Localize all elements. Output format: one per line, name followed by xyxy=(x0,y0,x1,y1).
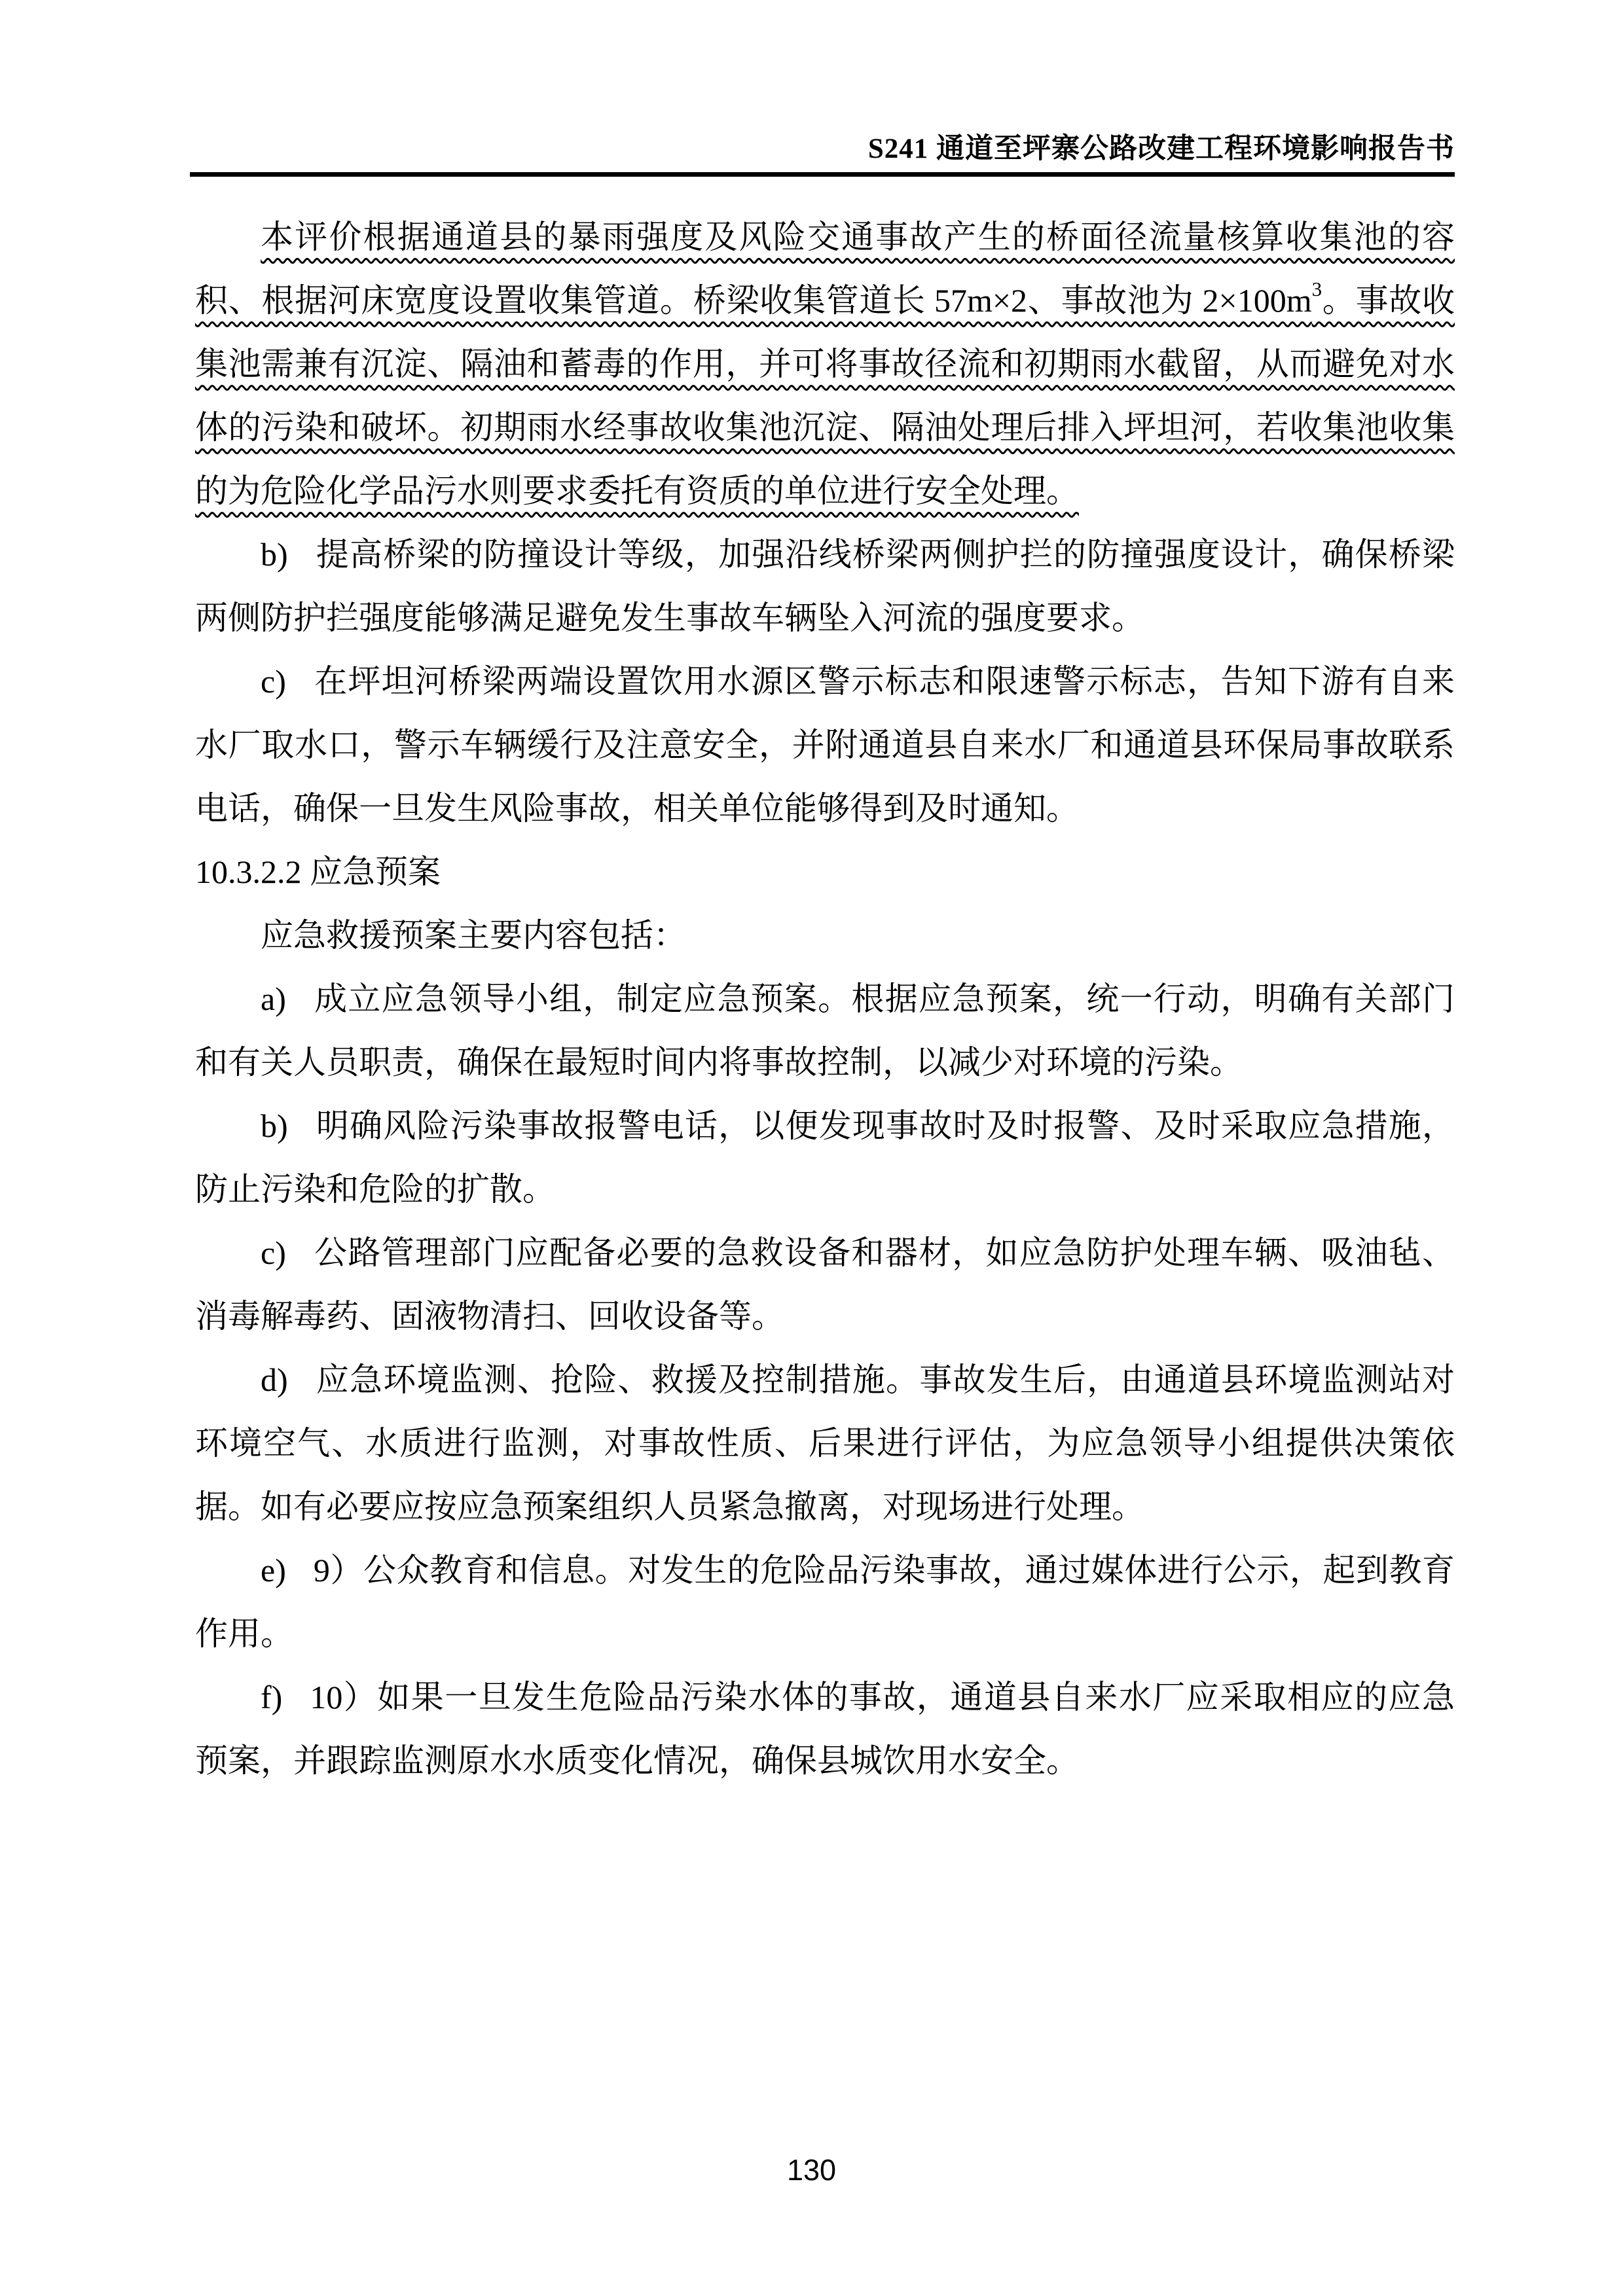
list-marker: f) xyxy=(261,1679,283,1715)
paragraph-text: 公路管理部门应配备必要的急救设备和器材，如应急防护处理车辆、吸油毡、消毒解毒药、固液物清扫、回收设备等。 xyxy=(195,1234,1455,1335)
header-title: S241 通道至坪寨公路改建工程环境影响报告书 xyxy=(867,134,1455,164)
list-marker: a) xyxy=(261,980,286,1017)
paragraph-bridge-runoff-collection xyxy=(195,206,1455,523)
paragraph-text: 成立应急领导小组，制定应急预案。根据应急预案，统一行动，明确有关部门和有关人员职责，确保在最短时间内将事故控制，以减少对环境的污染。 xyxy=(195,980,1455,1081)
list-marker: c) xyxy=(261,1234,286,1271)
list-item-c-warning-signs xyxy=(195,650,1455,840)
paragraph-text: 10）如果一旦发生危险品污染水体的事故，通道县自来水厂应采取相应的应急预案，并跟踪监测原水水质变化情况，确保县城饮用水安全。 xyxy=(195,1679,1455,1779)
list-item-f-waterworks-response xyxy=(195,1666,1455,1793)
paragraph-text: 本评价根据通道县的暴雨强度及风险交通事故产生的桥面径流量核算收集池的容积、根据河床宽度设置收集管道。桥梁收集管道长 57m×2、事故池为 2×100m xyxy=(195,219,1455,319)
paragraph-text: 提高桥梁的防撞设计等级，加强沿线桥梁两侧护拦的防撞强度设计，确保桥梁两侧防护拦强度能够满足避免发生事故车辆坠入河流的强度要求。 xyxy=(195,536,1455,636)
section-heading-emergency-plan: 10.3.2.2 应急预案 xyxy=(195,853,441,890)
list-item-e-public-education xyxy=(195,1539,1455,1666)
list-marker: e) xyxy=(261,1552,286,1588)
superscript-cubic-meter: 3 xyxy=(1311,278,1322,300)
page-number: 130 xyxy=(786,2153,837,2187)
header-rule xyxy=(190,172,1455,177)
list-item-c-rescue-equipment xyxy=(195,1221,1455,1348)
list-marker: b) xyxy=(261,1107,288,1144)
document-body xyxy=(195,206,1455,1793)
list-marker: d) xyxy=(261,1361,288,1398)
paragraph-plan-intro: 应急救援预案主要内容包括： xyxy=(261,917,686,954)
list-item-b-bridge-guardrail xyxy=(195,523,1455,650)
list-item-b-alarm-phone xyxy=(195,1094,1455,1221)
list-marker: b) xyxy=(261,536,288,573)
page-footer xyxy=(0,2152,1623,2189)
paragraph-text: 应急环境监测、抢险、救援及控制措施。事故发生后，由通道县环境监测站对环境空气、水质进行监测，对事故性质、后果进行评估，为应急领导小组提供决策依据。如有必要应按应急预案组织人员紧急撤离，对现场进行处理。 xyxy=(195,1361,1455,1525)
list-item-a-leading-group xyxy=(195,967,1455,1094)
paragraph-text: 在坪坦河桥梁两端设置饮用水源区警示标志和限速警示标志，告知下游有自来水厂取水口，警示车辆缓行及注意安全，并附通道县自来水厂和通道县环保局事故联系电话，确保一旦发生风险事故，相关单位能够得到及时通知。 xyxy=(195,663,1455,827)
paragraph-text: 9）公众教育和信息。对发生的危险品污染事故，通过媒体进行公示，起到教育作用。 xyxy=(195,1552,1455,1652)
paragraph-text: 明确风险污染事故报警电话，以便发现事故时及时报警、及时采取应急措施，防止污染和危险的扩散。 xyxy=(195,1107,1455,1208)
paragraph-text: 。事故收集池需兼有沉淀、隔油和蓄毒的作用，并可将事故径流和初期雨水截留，从而避免对水体的污染和破坏。初期雨水经事故收集池沉淀、隔油处理后排入坪坦河，若收集池收集的为危险化学品污水则要求委托有资质的单位进行安全处理。 xyxy=(195,282,1455,509)
list-marker: c) xyxy=(261,663,286,700)
list-item-d-emergency-monitoring xyxy=(195,1348,1455,1539)
